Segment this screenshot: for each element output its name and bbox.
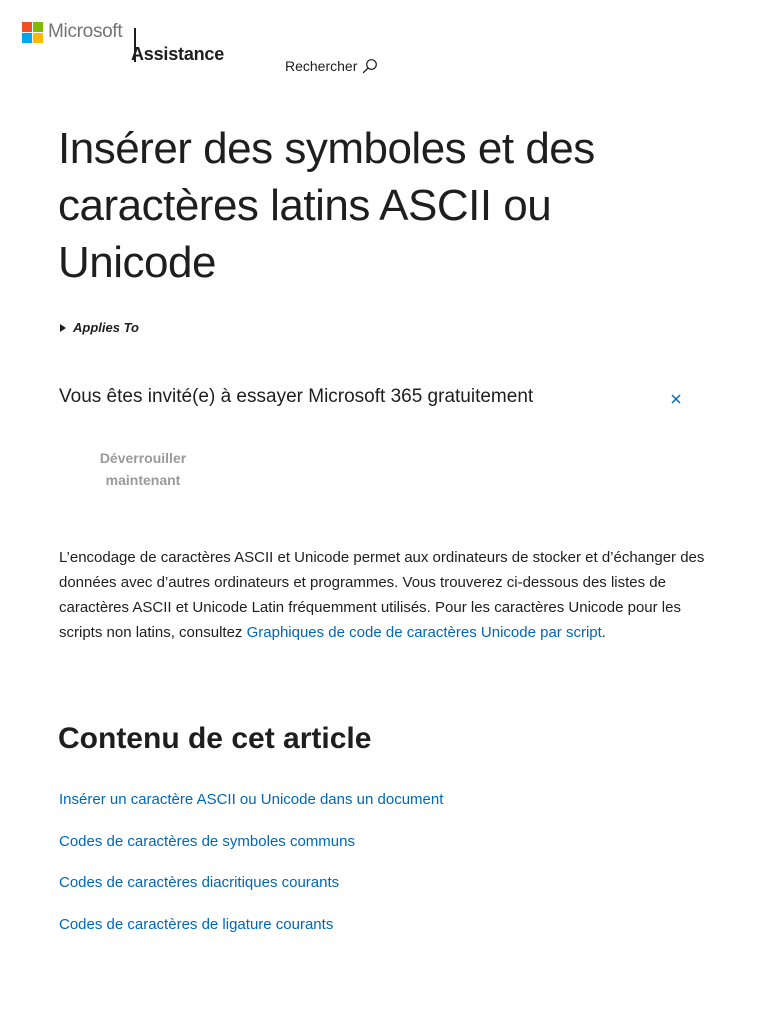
brand-wordmark: Microsoft [48, 21, 123, 42]
search-button[interactable] [285, 58, 378, 74]
intro-paragraph [59, 545, 709, 645]
microsoft-logo[interactable] [22, 22, 122, 43]
toc-link-ligatures[interactable]: Codes de caractères de ligature courants [59, 915, 334, 933]
toc-item [59, 833, 443, 875]
applies-to-toggle[interactable] [60, 320, 139, 335]
unicode-charts-link[interactable]: Graphiques de code de caractères Unicode par script [246, 624, 602, 641]
unlock-line-2: maintenant [105, 472, 181, 488]
promo-text: Vous êtes invité(e) à essayer Microsoft 365 gratuitement [59, 386, 534, 407]
unlock-line-1: Déverrouiller [99, 450, 187, 466]
search-label: Rechercher [285, 58, 358, 74]
unlock-now-button[interactable] [84, 447, 202, 491]
intro-after: . [601, 624, 606, 641]
assistance-link[interactable]: Assistance [131, 44, 225, 64]
caret-right-icon [60, 324, 66, 332]
toc-item [59, 874, 443, 916]
page-title: Insérer des symboles et des caractères latins ASCII ou Unicode [58, 124, 595, 287]
toc-heading: Contenu de cet article [58, 722, 372, 755]
toc-list [59, 791, 443, 957]
toc-item [59, 916, 443, 958]
microsoft-logo-icon [22, 22, 43, 43]
applies-to-label: Applies To [73, 320, 139, 335]
toc-item [59, 791, 443, 833]
toc-link-diacritics[interactable]: Codes de caractères diacritiques courants [59, 874, 340, 891]
close-icon[interactable] [669, 392, 683, 406]
toc-link-common-symbols[interactable]: Codes de caractères de symboles communs [59, 832, 355, 850]
toc-link-insert-character[interactable]: Insérer un caractère ASCII ou Unicode dans un document [59, 791, 444, 808]
intro-text: L’encodage de caractères ASCII et Unicode permet aux ordinateurs de stocker et d’échanger des données avec d’autres ordinateurs et programmes. Vous trouverez ci-dessous des listes de caractères ASCII et Unicode Latin fréquemment utilisés. Pour les caractères Unicode pour les scripts non latins, consultez [59, 549, 705, 641]
search-icon [362, 58, 378, 74]
